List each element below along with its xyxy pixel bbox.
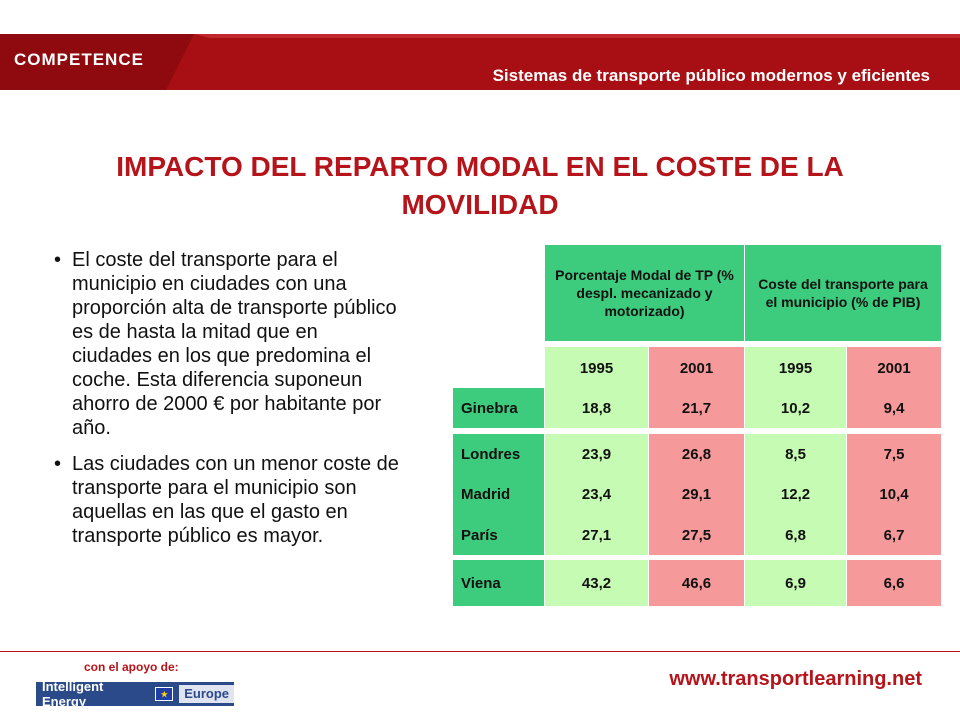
- bullet-line: • El coste del transporte para el: [72, 249, 338, 271]
- slide-title: [40, 148, 920, 224]
- program-region: Europe: [179, 685, 234, 703]
- table-row-city: Ginebra: [453, 388, 544, 428]
- bullet-line: proporción alta de transporte público: [72, 297, 397, 319]
- table-row-city: Viena: [453, 560, 544, 606]
- bullet-item-2: [50, 452, 450, 548]
- table-header-municipal-cost: Coste del transporte para el municipio (% de PIB): [745, 245, 941, 341]
- year-header: 2001: [649, 347, 744, 389]
- footer-divider: [0, 651, 960, 652]
- slide-title-line-2: MOVILIDAD: [401, 189, 559, 220]
- bullet-line: • Las ciudades con un menor coste de: [72, 453, 399, 475]
- table-cell: 23,4: [545, 473, 648, 515]
- table-row-city: París: [453, 515, 544, 555]
- table-cell: 26,8: [649, 434, 744, 474]
- table-cell: 6,8: [745, 515, 846, 555]
- bullet-list: [50, 248, 450, 560]
- bullet-line: municipio en ciudades con una: [72, 273, 347, 295]
- bullet-line: transporte público es mayor.: [72, 525, 324, 547]
- slide-title-line-1: IMPACTO DEL REPARTO MODAL EN EL COSTE DE LA: [116, 151, 844, 182]
- year-header: 2001: [847, 347, 941, 389]
- table-cell: 10,2: [745, 388, 846, 428]
- bullet-line: es de hasta la mitad que en: [72, 321, 318, 343]
- program-name: Intelligent Energy: [42, 679, 104, 709]
- table-cell: 9,4: [847, 388, 941, 428]
- intelligent-energy-logo: [36, 679, 234, 709]
- table-cell: 27,5: [649, 515, 744, 555]
- table-row-city: Londres: [453, 434, 544, 474]
- table-cell: 27,1: [545, 515, 648, 555]
- competence-logo: COMPETENCE: [14, 50, 144, 69]
- table-cell: 8,5: [745, 434, 846, 474]
- table-row-city: Madrid: [453, 473, 544, 515]
- table-cell: 21,7: [649, 388, 744, 428]
- table-cell: 46,6: [649, 560, 744, 606]
- year-header: 1995: [745, 347, 846, 389]
- table-cell: 29,1: [649, 473, 744, 515]
- year-header: 1995: [545, 347, 648, 389]
- table-cell: 6,6: [847, 560, 941, 606]
- table-cell: 6,9: [745, 560, 846, 606]
- support-label: con el apoyo de:: [84, 660, 179, 674]
- table-header-modal-share: Porcentaje Modal de TP (% despl. mecanizado y motorizado): [545, 245, 744, 341]
- bullet-line: aquellas en las que el gasto en: [72, 501, 348, 523]
- bullet-item-1: [50, 248, 450, 440]
- table-cell: 12,2: [745, 473, 846, 515]
- bullet-line: coche. Esta diferencia suponeun: [72, 369, 363, 391]
- eu-flag-icon: ★: [155, 687, 173, 701]
- bullet-line: transporte para el municipio son: [72, 477, 357, 499]
- table-cell: 23,9: [545, 434, 648, 474]
- bullet-line: ciudades en los que predomina el: [72, 345, 372, 367]
- table-cell: 10,4: [847, 473, 941, 515]
- bullet-line: año.: [72, 417, 111, 439]
- table-cell: 7,5: [847, 434, 941, 474]
- header-subtitle: Sistemas de transporte público modernos y eficientes: [492, 66, 930, 85]
- table-cell: 43,2: [545, 560, 648, 606]
- website-link[interactable]: www.transportlearning.net: [669, 668, 922, 690]
- table-cell: 18,8: [545, 388, 648, 428]
- bullet-line: ahorro de 2000 € por habitante por: [72, 393, 382, 415]
- table-cell: 6,7: [847, 515, 941, 555]
